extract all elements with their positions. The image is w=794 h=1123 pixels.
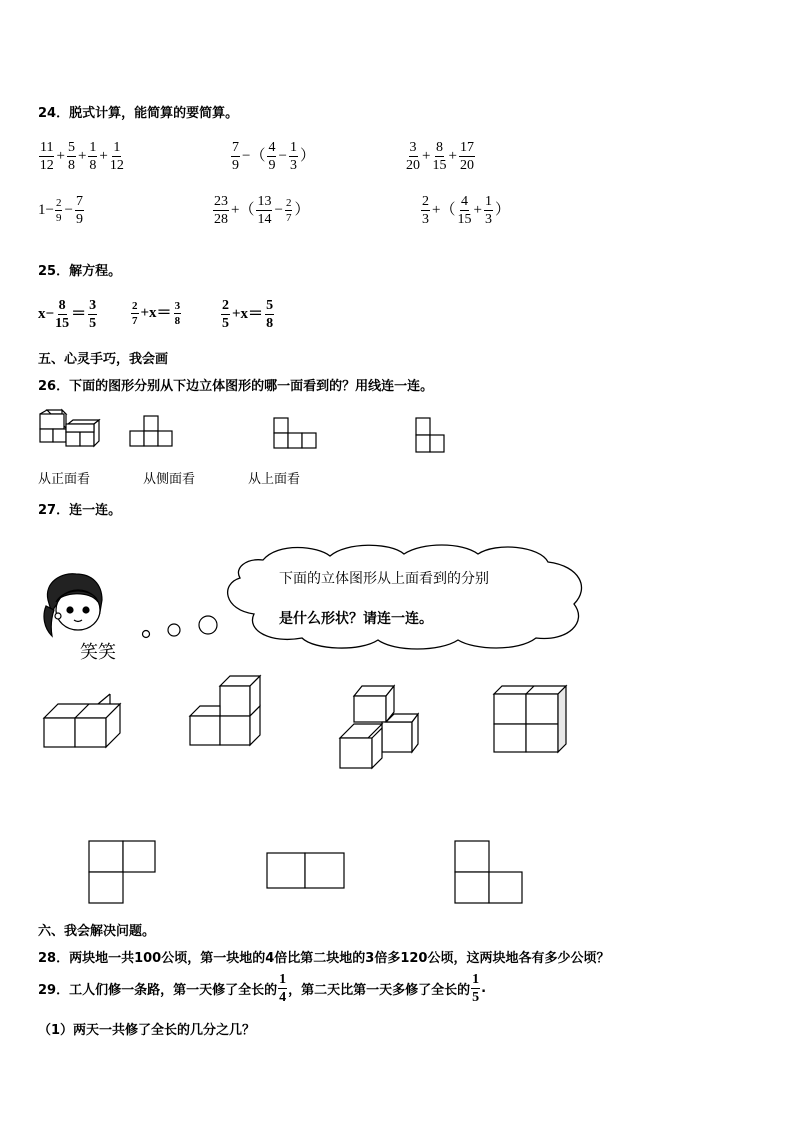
solid-figure bbox=[38, 408, 102, 454]
label-front-view: 从正面看 bbox=[38, 472, 91, 487]
top-view-shape-1 bbox=[86, 838, 158, 906]
q25-title: 25．解方程。 bbox=[38, 264, 122, 279]
view-shape-a bbox=[128, 414, 178, 450]
fraction: $\frac{7}{9}$ bbox=[75, 194, 83, 227]
fraction: $\frac{7}{9}$ bbox=[232, 140, 239, 173]
top-view-shape-3 bbox=[452, 838, 526, 906]
fraction: $\frac{1}{3}$ bbox=[289, 140, 297, 173]
solid-figure-1 bbox=[40, 690, 130, 752]
q29-sub1: （1）两天一共修了全长的几分之几？ bbox=[38, 1023, 256, 1038]
fraction: $\frac{13}{14}$ bbox=[257, 194, 272, 227]
fraction: $\frac{23}{28}$ bbox=[214, 194, 228, 227]
top-view-shape-2 bbox=[264, 850, 348, 892]
fraction: $\frac{2}{3}$ bbox=[422, 194, 429, 227]
q24-expr1: $\frac{11}{12}$ + $\frac{5}{8}$ + $\frac{1}{8}$ + $\frac{1}{12}$ bbox=[39, 140, 124, 173]
fraction: $\frac{2}{7}$ bbox=[132, 300, 138, 327]
fraction: $\frac{1}{4}$ bbox=[279, 972, 287, 1005]
fraction: $\frac{8}{15}$ bbox=[432, 140, 447, 173]
q25-eq2: $\frac{2}{7}$ +x＝ $\frac{3}{8}$ bbox=[132, 300, 181, 327]
fraction: $\frac{3}{20}$ bbox=[406, 140, 420, 173]
view-shape-c bbox=[414, 416, 450, 456]
fraction: $\frac{1}{3}$ bbox=[484, 194, 492, 227]
q28-text: 28．两块地一共100公顷，第一块地的4倍比第二块地的3倍多120公顷，这两块地各有多少公顷？ bbox=[38, 951, 610, 966]
solid-figure-2 bbox=[186, 674, 266, 750]
fraction: $\frac{11}{12}$ bbox=[39, 140, 54, 173]
fraction: $\frac{4}{9}$ bbox=[268, 140, 276, 173]
solid-figure-3 bbox=[336, 684, 420, 772]
thought-bubbles bbox=[140, 612, 220, 640]
section5-heading: 五、心灵手巧，我会画 bbox=[38, 352, 169, 367]
fraction: $\frac{1}{8}$ bbox=[89, 140, 97, 173]
q24-expr6: $\frac{2}{3}$ +（ $\frac{4}{15}$ + $\frac{1}{3}$ ） bbox=[422, 194, 510, 227]
fraction: $\frac{4}{15}$ bbox=[457, 194, 472, 227]
q24-title: 24．脱式计算，能简算的要简算。 bbox=[38, 106, 239, 121]
q29-text: 29．工人们修一条路，第一天修了全长的 $\frac{1}{4}$ ，第二天比第一天多修了全长的 $\frac{1}{5}$ . bbox=[38, 972, 487, 1005]
q24-expr2: $\frac{7}{9}$ −（ $\frac{4}{9}$ − $\frac{1}{3}$ ） bbox=[232, 140, 315, 173]
q26-title: 26．下面的图形分别从下边立体图形的哪一面看到的？用线连一连。 bbox=[38, 379, 434, 394]
q24-expr5: $\frac{23}{28}$ +（ $\frac{13}{14}$ − $\frac{2}{7}$ ） bbox=[214, 194, 310, 227]
fraction: $\frac{3}{8}$ bbox=[174, 300, 181, 327]
q24-expr3: $\frac{3}{20}$ + $\frac{8}{15}$ + $\frac{17}{20}$ bbox=[406, 140, 474, 173]
cloud-text-line1: 下面的立体图形从上面看到的分别 bbox=[279, 571, 489, 587]
q25-eq3: $\frac{2}{5}$ +x＝ $\frac{5}{8}$ bbox=[222, 298, 274, 331]
fraction: $\frac{1}{5}$ bbox=[472, 972, 480, 1005]
q25-eq1: x− $\frac{8}{15}$ ＝ $\frac{3}{5}$ bbox=[38, 298, 97, 331]
fraction: $\frac{2}{9}$ bbox=[55, 197, 62, 224]
label-top-view: 从上面看 bbox=[248, 472, 301, 487]
q24-expr4: 1− $\frac{2}{9}$ − $\frac{7}{9}$ bbox=[38, 194, 83, 227]
fraction: $\frac{17}{20}$ bbox=[459, 140, 474, 173]
label-side-view: 从侧面看 bbox=[143, 472, 196, 487]
speech-cloud bbox=[218, 540, 588, 650]
q27-title: 27．连一连。 bbox=[38, 503, 122, 518]
fraction: $\frac{3}{5}$ bbox=[89, 298, 97, 331]
girl-illustration bbox=[40, 572, 110, 638]
fraction: $\frac{8}{15}$ bbox=[55, 298, 70, 331]
cloud-text-line2: 是什么形状？请连一连。 bbox=[279, 611, 433, 627]
fraction: $\frac{2}{5}$ bbox=[222, 298, 229, 331]
girl-name-label: 笑笑 bbox=[80, 642, 116, 663]
view-shape-b bbox=[272, 416, 322, 452]
fraction: $\frac{1}{12}$ bbox=[109, 140, 124, 173]
section6-heading: 六、我会解决问题。 bbox=[38, 924, 156, 939]
solid-figure-4 bbox=[490, 682, 572, 756]
fraction: $\frac{2}{7}$ bbox=[285, 197, 292, 224]
fraction: $\frac{5}{8}$ bbox=[266, 298, 274, 331]
fraction: $\frac{5}{8}$ bbox=[67, 140, 75, 173]
